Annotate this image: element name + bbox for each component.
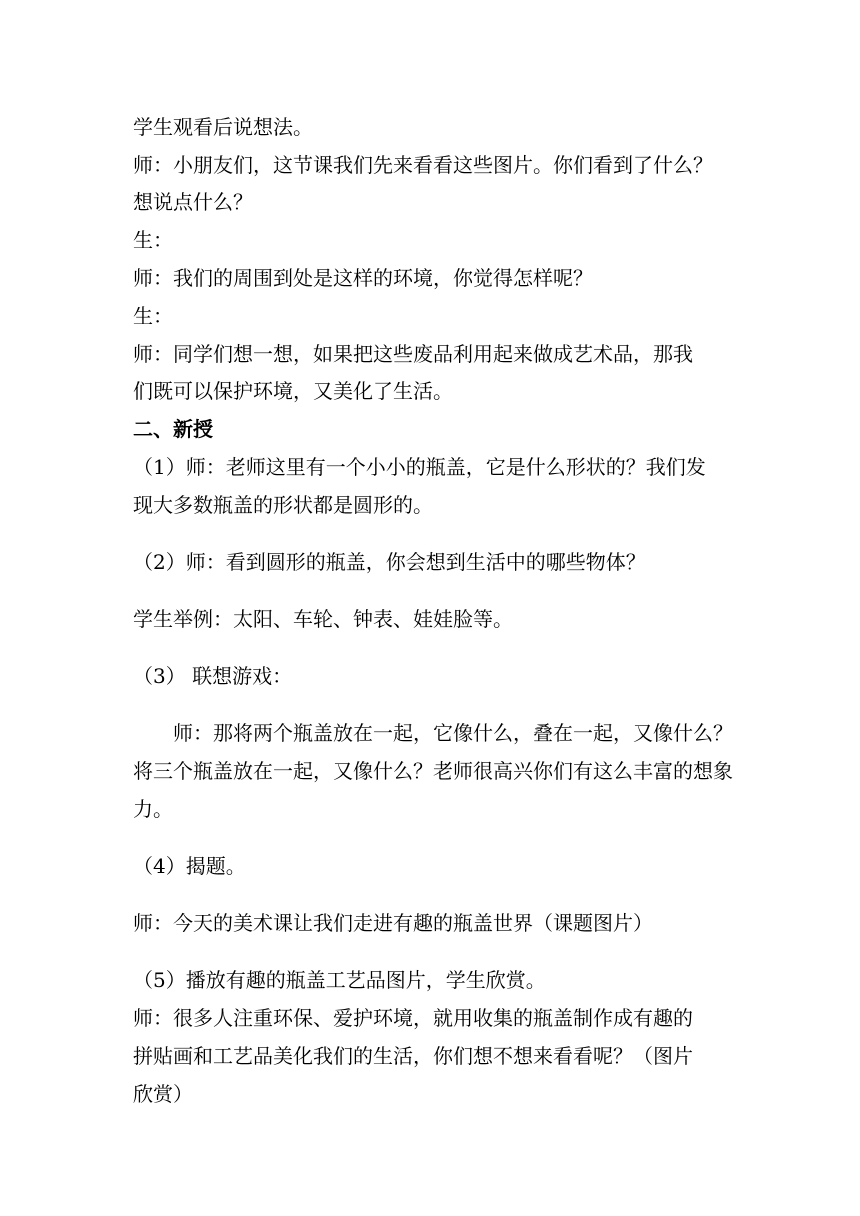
text-line: 师：我们的周围到处是这样的环境，你觉得怎样呢？ — [133, 266, 593, 290]
text-line: 将三个瓶盖放在一起，又像什么？老师很高兴你们有这么丰富的想象 — [133, 759, 733, 783]
text-line: 师：很多人注重环保、爱护环境，就用收集的瓶盖制作成有趣的 — [133, 1006, 693, 1030]
text-line: 力。 — [133, 797, 173, 821]
text-line: 师：今天的美术课让我们走进有趣的瓶盖世界（课题图片） — [133, 911, 653, 935]
text-line: 学生举例：太阳、车轮、钟表、娃娃脸等。 — [133, 607, 513, 631]
section-heading: 二、新授 — [133, 417, 213, 441]
text-line: 欣赏） — [133, 1082, 193, 1106]
text-line: （4）揭题。 — [133, 854, 246, 878]
text-line: 生： — [133, 228, 173, 252]
text-line: 生： — [133, 304, 173, 328]
text-line: 现大多数瓶盖的形状都是圆形的。 — [133, 493, 433, 517]
text-line: 师：小朋友们，这节课我们先来看看这些图片。你们看到了什么？ — [133, 153, 713, 177]
text-line: （5）播放有趣的瓶盖工艺品图片，学生欣赏。 — [133, 968, 546, 992]
text-line: 们既可以保护环境，又美化了生活。 — [133, 379, 453, 403]
text-line: 师：同学们想一想，如果把这些废品利用起来做成艺术品，那我 — [133, 342, 693, 366]
text-line: （2）师：看到圆形的瓶盖，你会想到生活中的哪些物体？ — [133, 550, 646, 574]
text-line: 拼贴画和工艺品美化我们的生活，你们想不想来看看呢？（图片 — [133, 1044, 693, 1068]
text-line: 师：那将两个瓶盖放在一起，它像什么，叠在一起，又像什么？ — [173, 721, 733, 745]
text-line: （3） 联想游戏： — [133, 664, 293, 688]
text-line: 想说点什么？ — [133, 190, 253, 214]
text-line: 学生观看后说想法。 — [133, 115, 313, 139]
text-line: （1）师：老师这里有一个小小的瓶盖，它是什么形状的？我们发 — [133, 455, 706, 479]
